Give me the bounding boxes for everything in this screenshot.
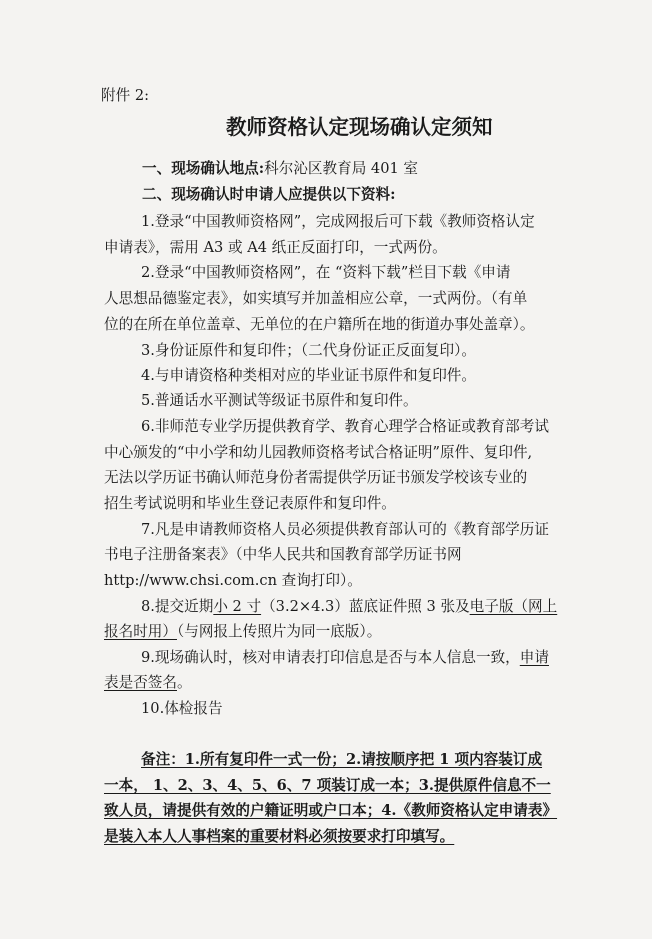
note-line-4: 是装入本人人事档案的重要材料必须按要求打印填写。 — [104, 828, 455, 845]
item-10: 10.体检报告 — [141, 700, 223, 717]
item-1-line-2: 申请表》，需用 A3 或 A4 纸正反面打印，一式两份。 — [104, 239, 447, 256]
item-1-line-1: 1.登录“中国教师资格网”，完成网报后可下载《教师资格认定 — [141, 213, 535, 230]
item-6-line-3: 无法以学历证书确认师范身份者需提供学历证书颁发学校该专业的 — [104, 469, 528, 486]
item-9-underlined-a: 申请 — [519, 649, 549, 666]
item-8-text-a: 8.提交近期 — [141, 598, 214, 615]
item-9-text-a: 9.现场确认时，核对申请表打印信息是否与本人信息一致， — [141, 649, 520, 666]
section-1-heading: 一、现场确认地点: — [142, 160, 265, 177]
item-2-line-1: 2.登录“中国教师资格网”，在 “资料下载”栏目下载《申请 — [141, 264, 511, 281]
note-line-3: 致人员，请提供有效的户籍证明或户口本；4.《教师资格认定申请表》 — [104, 802, 558, 819]
note-line-1: 备注：1.所有复印件一式一份；2.请按顺序把 1 项内容装订成 — [141, 751, 543, 768]
item-9-underlined-b: 表是否签名 — [104, 674, 177, 691]
item-9-end: 。 — [176, 674, 192, 691]
item-6-line-4: 招生考试说明和毕业生登记表原件和复印件。 — [104, 495, 396, 512]
item-8-electronic-cont: 报名时用） — [104, 623, 177, 640]
note-line-2: 一本， 1、2、3、4、5、6、7 项装订成一本；3.提供原件信息不一 — [104, 777, 551, 794]
item-8-line-1 — [141, 597, 557, 617]
item-5: 5.普通话水平测试等级证书原件和复印件。 — [141, 392, 418, 409]
item-2-line-2: 人思想品德鉴定表》，如实填写并加盖相应公章，一式两份。（有单 — [104, 290, 528, 307]
section-1 — [142, 159, 418, 179]
item-9-line-2 — [104, 673, 192, 693]
item-8-electronic: 电子版（网上 — [469, 598, 558, 615]
section-1-value: 科尔沁区教育局 401 室 — [264, 160, 419, 177]
item-7-line-3: http://www.chsi.com.cn 查询打印）。 — [104, 572, 362, 589]
item-9-line-1 — [141, 648, 549, 668]
document-title: 教师资格认定现场确认定须知 — [226, 115, 493, 139]
item-6-line-1: 6.非师范专业学历提供教育学、教育心理学合格证或教育部考试 — [141, 418, 549, 435]
item-7-line-2: 书电子注册备案表》（中华人民共和国教育部学历证书网 — [104, 546, 462, 563]
attachment-label: 附件 2: — [101, 87, 150, 104]
item-2-line-3: 位的在所在单位盖章、无单位的在户籍所在地的街道办事处盖章）。 — [104, 316, 535, 333]
section-2-heading: 二、现场确认时申请人应提供以下资料: — [142, 186, 396, 203]
item-8-line-2 — [104, 622, 381, 642]
item-4: 4.与申请资格种类相对应的毕业证书原件和复印件。 — [141, 367, 476, 384]
item-8-text-c: （3.2×4.3）蓝底证件照 3 张及 — [261, 598, 470, 615]
item-6-line-2: 中心颁发的“中小学和幼儿园教师资格考试合格证明”原件、复印件, — [104, 444, 533, 461]
item-8-text-e: （与网报上传照片为同一底版）。 — [176, 623, 382, 640]
item-3: 3.身份证原件和复印件；（二代身份证正反面复印）。 — [141, 342, 476, 359]
item-7-line-1: 7.凡是申请教师资格人员必须提供教育部认可的《教育部学历证 — [141, 521, 549, 538]
item-8-photo-size: 小 2 寸 — [213, 598, 262, 615]
